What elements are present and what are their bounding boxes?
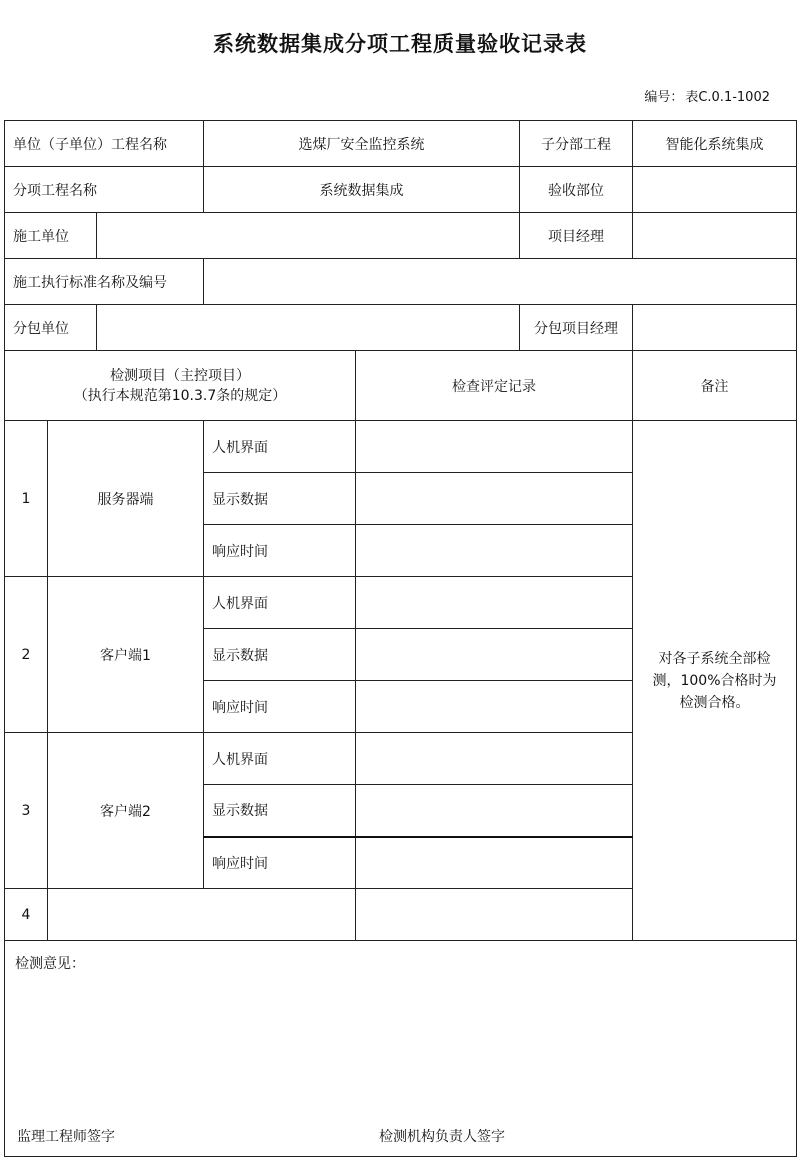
subcontract-pm-value[interactable] [633,305,797,351]
subitem-row [5,167,797,213]
opinion-label: 检测意见： [15,956,85,972]
group-1-row-1 [5,421,797,473]
group-2-item-3: 响应时间 [204,681,356,733]
row-4-number: 4 [5,889,48,941]
group-2-item-2: 显示数据 [204,629,356,681]
inspection-item-header-line2: （执行本规范第10.3.7条的规定） [73,387,287,404]
opinion-cell[interactable] [5,941,797,1157]
group-2-name: 客户端1 [48,577,204,733]
group-1-item-2-record[interactable] [356,473,633,525]
column-header-row [5,351,797,421]
document-number [644,86,770,105]
group-1-item-2: 显示数据 [204,473,356,525]
opinion-row [5,941,797,1157]
group-2-item-3-record[interactable] [356,681,633,733]
group-3-item-2: 显示数据 [204,785,356,837]
project-name-label: 单位（子单位）工程名称 [5,121,204,167]
group-3-item-3-record[interactable] [356,837,633,889]
supervisor-signature-label: 监理工程师签字 [17,1129,115,1145]
form-title: 系统数据集成分项工程质量验收记录表 [213,32,587,56]
group-3-item-1: 人机界面 [204,733,356,785]
remark-text: 对各子系统全部检测，100%合格时为检测合格。 [633,421,797,941]
document-number-value: 表C.0.1-1002 [685,90,770,105]
inspection-item-header [5,351,356,421]
group-1-name: 服务器端 [48,421,204,577]
row-4-item[interactable] [48,889,356,941]
document-number-label: 编号： [644,90,684,105]
group-1-number: 1 [5,421,48,577]
group-3-item-2-record[interactable] [356,785,633,837]
agency-signature-label: 检测机构负责人签字 [379,1129,505,1145]
group-2-number: 2 [5,577,48,733]
record-header: 检查评定记录 [356,351,633,421]
project-name-value: 选煤厂安全监控系统 [204,121,520,167]
group-1-item-1: 人机界面 [204,421,356,473]
construction-unit-label: 施工单位 [5,213,97,259]
group-1-item-1-record[interactable] [356,421,633,473]
subcontract-pm-label: 分包项目经理 [520,305,633,351]
subcontract-unit-label: 分包单位 [5,305,97,351]
sub-division-value: 智能化系统集成 [633,121,797,167]
group-1-item-3-record[interactable] [356,525,633,577]
remark-header: 备注 [633,351,797,421]
group-1-item-3: 响应时间 [204,525,356,577]
standard-value[interactable] [204,259,797,305]
acceptance-part-label: 验收部位 [520,167,633,213]
acceptance-record-table [4,120,797,1157]
subcontract-row [5,305,797,351]
subitem-value: 系统数据集成 [204,167,520,213]
group-2-item-1: 人机界面 [204,577,356,629]
acceptance-part-value[interactable] [633,167,797,213]
standard-row [5,259,797,305]
group-3-name: 客户端2 [48,733,204,889]
construction-unit-row [5,213,797,259]
group-2-item-2-record[interactable] [356,629,633,681]
subitem-label: 分项工程名称 [5,167,204,213]
group-3-number: 3 [5,733,48,889]
group-3-item-3: 响应时间 [204,837,356,889]
inspection-item-header-line1: 检测项目（主控项目） [110,367,250,384]
project-manager-label: 项目经理 [520,213,633,259]
group-3-item-1-record[interactable] [356,733,633,785]
project-manager-value[interactable] [633,213,797,259]
sub-division-label: 子分部工程 [520,121,633,167]
construction-unit-value[interactable] [97,213,520,259]
subcontract-unit-value[interactable] [97,305,520,351]
group-2-item-1-record[interactable] [356,577,633,629]
row-4-record[interactable] [356,889,633,941]
project-name-row [5,121,797,167]
standard-label: 施工执行标准名称及编号 [5,259,204,305]
